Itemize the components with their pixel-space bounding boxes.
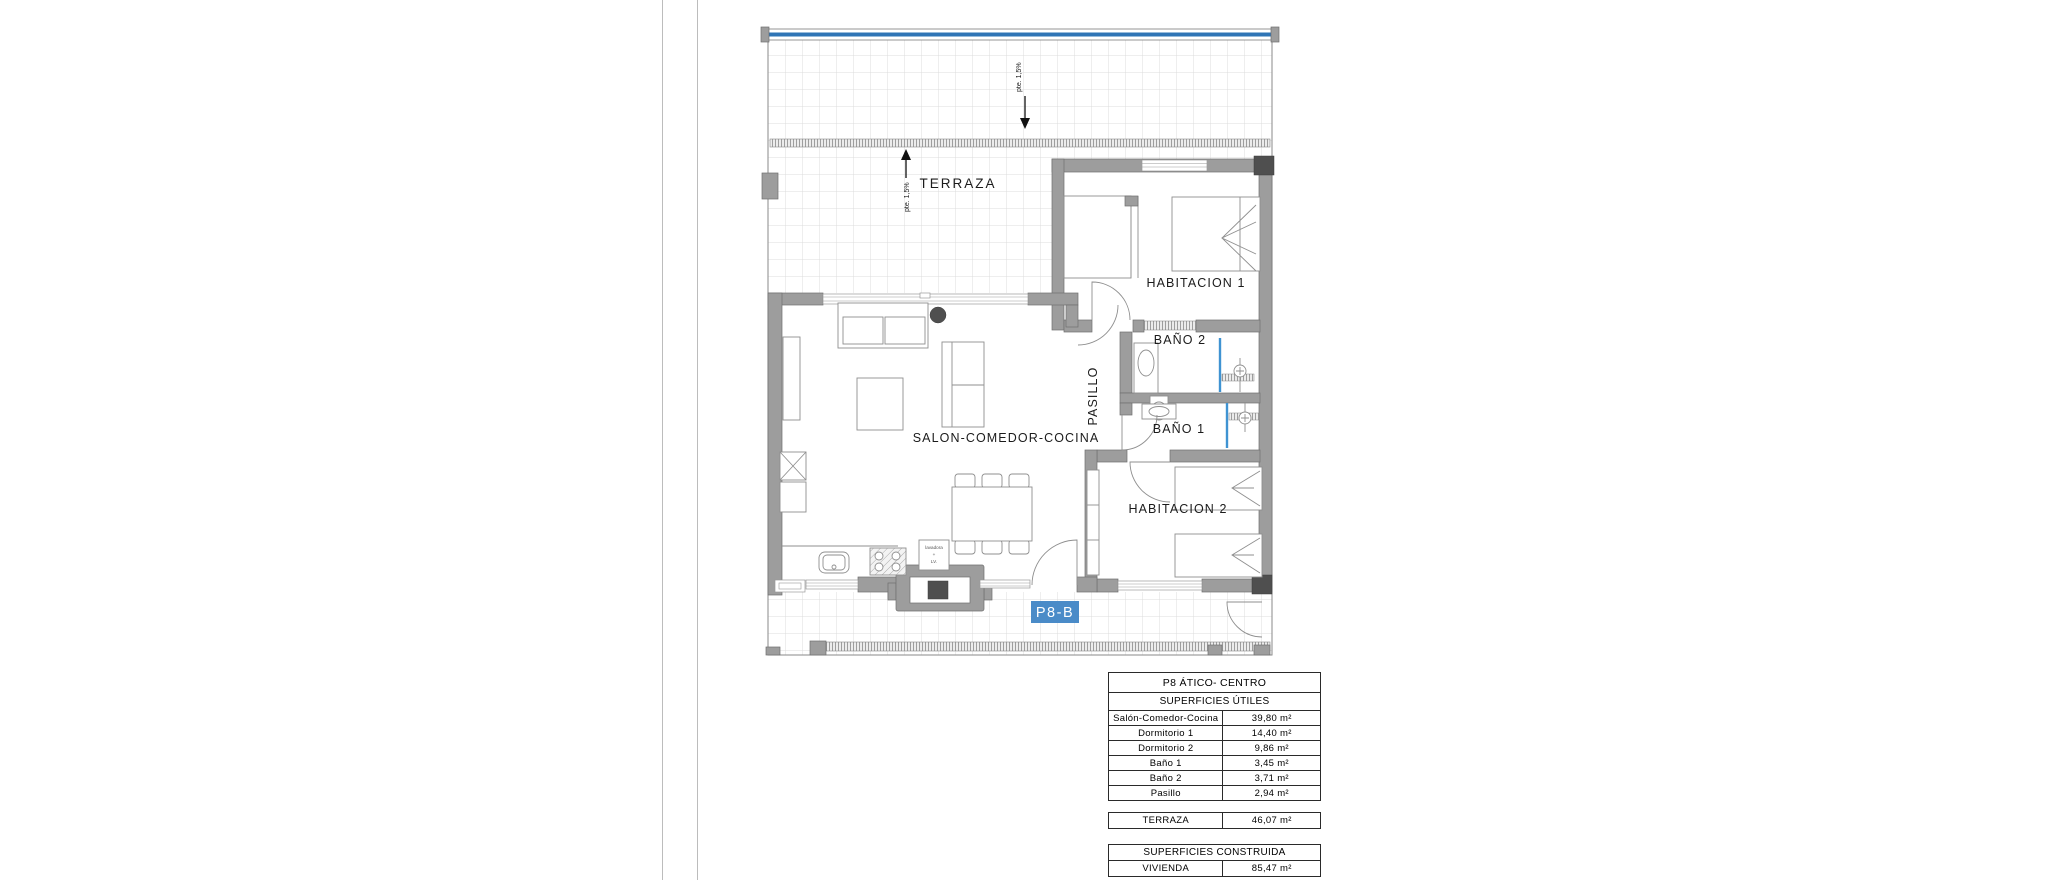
label-pasillo: PASILLO — [1086, 366, 1100, 426]
row-label: Baño 2 — [1109, 771, 1223, 786]
row-value: 14,40 m² — [1223, 726, 1321, 741]
table-row — [1109, 813, 1321, 829]
column — [930, 307, 946, 323]
row-label: Salón-Comedor-Cocina — [1109, 711, 1223, 726]
row-value: 46,07 m² — [1223, 813, 1321, 829]
label-habitacion1: HABITACION 1 — [1146, 276, 1246, 290]
row-label: Pasillo — [1109, 786, 1223, 801]
unit-badge — [1031, 601, 1079, 623]
row-label: VIVIENDA — [1109, 861, 1223, 877]
row-value: 85,47 m² — [1223, 861, 1321, 877]
table-title: SUPERFICIES CONSTRUIDA — [1109, 845, 1321, 861]
area-tables — [1108, 672, 1321, 877]
terrace-railing — [761, 27, 1279, 42]
table-row — [1109, 741, 1321, 756]
superficies-utiles-table — [1108, 672, 1321, 801]
unit-badge-label: P8-B — [1035, 605, 1075, 621]
table-row — [1109, 726, 1321, 741]
label-salon: SALON-COMEDOR-COCINA — [912, 431, 1100, 445]
label-habitacion2: HABITACION 2 — [1128, 502, 1228, 516]
utility-label: + — [932, 552, 936, 557]
table-row — [1109, 786, 1321, 801]
terraza-table — [1108, 812, 1321, 829]
utility-label: LV. — [930, 559, 938, 564]
row-value: 9,86 m² — [1223, 741, 1321, 756]
table-row — [1109, 771, 1321, 786]
row-label: Dormitorio 1 — [1109, 726, 1223, 741]
label-bano2: BAÑO 2 — [1153, 333, 1207, 347]
row-value: 2,94 m² — [1223, 786, 1321, 801]
table-subtitle: SUPERFICIES ÚTILES — [1109, 693, 1321, 711]
row-value: 3,45 m² — [1223, 756, 1321, 771]
label-terraza: TERRAZA — [919, 176, 997, 191]
row-value: 3,71 m² — [1223, 771, 1321, 786]
slope-label-lower: pte. 1,5% — [904, 182, 911, 212]
table-row — [1109, 756, 1321, 771]
row-value: 39,80 m² — [1223, 711, 1321, 726]
slope-label-upper: pte. 1,5% — [1016, 62, 1023, 92]
table-row — [1109, 711, 1321, 726]
row-label: Baño 1 — [1109, 756, 1223, 771]
row-label: Dormitorio 2 — [1109, 741, 1223, 756]
table-title: P8 ÁTICO- CENTRO — [1109, 673, 1321, 693]
label-bano1: BAÑO 1 — [1152, 422, 1206, 436]
utility-label: lavadora — [925, 545, 943, 550]
superficies-construida-table — [1108, 844, 1321, 877]
row-label: TERRAZA — [1109, 813, 1223, 829]
table-row — [1109, 861, 1321, 877]
